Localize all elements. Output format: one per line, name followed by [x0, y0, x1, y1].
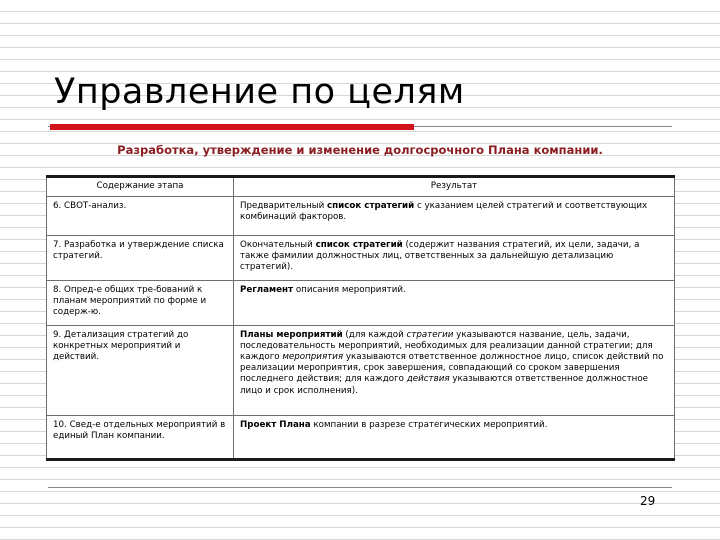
- stage-cell: 9. Детализация стратегий до конкретных мероприятий и действий.: [47, 325, 234, 415]
- stage-cell: 6. СВОТ-анализ.: [47, 197, 234, 236]
- table-row: [47, 415, 675, 459]
- result-cell: Предварительный список стратегий с указанием целей стратегий и соответствующих комбинаций факторов.: [234, 197, 675, 236]
- table-row: [47, 236, 675, 281]
- result-cell: Проект Плана компании в разрезе стратегических мероприятий.: [234, 415, 675, 459]
- column-header-result: Результат: [234, 177, 675, 197]
- slide-subtitle: Разработка, утверждение и изменение долгосрочного Плана компании.: [117, 143, 603, 157]
- stage-cell: 8. Опред-е общих тре-бований к планам мероприятий по форме и содерж-ю.: [47, 281, 234, 326]
- stage-cell: 10. Свед-е отдельных мероприятий в единый План компании.: [47, 415, 234, 459]
- stage-cell: 7. Разработка и утверждение списка стратегий.: [47, 236, 234, 281]
- stages-table: [46, 175, 675, 461]
- slide-title: Управление по целям: [54, 72, 465, 112]
- table-row: [47, 325, 675, 415]
- table-row: [47, 197, 675, 236]
- column-header-stage: Содержание этапа: [47, 177, 234, 197]
- result-cell: Регламент описания мероприятий.: [234, 281, 675, 326]
- page-number: 29: [640, 494, 656, 508]
- result-cell: Окончательный список стратегий (содержит названия стратегий, их цели, задачи, а также фамилии должностных лиц, ответственных за дальнейшую детализацию стратегий).: [234, 236, 675, 281]
- table-row: [47, 281, 675, 326]
- title-accent-bar: [50, 124, 414, 130]
- table-header-row: [47, 177, 675, 197]
- footer-rule: [48, 487, 672, 488]
- result-cell: Планы мероприятий (для каждой стратегии указываются название, цель, задачи, последовательность мероприятий, необходимых для реализации данной стратегии; для каждого мероприятия указываются ответственное должностное лицо, список действий по реализации мероприятия, срок завершения, совпадающий со сроком завершения последнего действия; для каждого действия указываются ответственное должностное лицо и срок исполнения).: [234, 325, 675, 415]
